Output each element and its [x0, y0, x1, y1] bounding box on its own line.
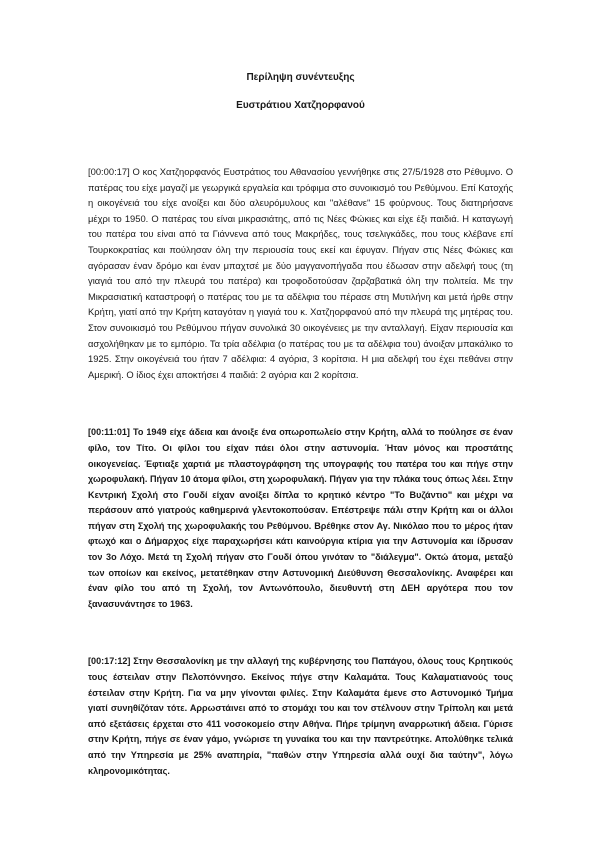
document-title: Περίληψη συνέντευξης: [246, 72, 355, 83]
paragraph-2: [00:11:01] Το 1949 είχε άδεια και άνοιξε ένα οπωροπωλείο στην Κρήτη, αλλά το πούλησε σε έναν φίλο, τον Τίτο. Οι φίλοι του είχαν πάει όλοι στην αστυνομία. Ήταν μόνος και προστάτης οικογενείας. Έφτιαξε χαρτιά με πλαστογράφηση της υπογραφής του πατέρα του και πήγε στην χωροφυλακή. Πήγαν 10 άτομα φίλοι, στη χωροφυλακή. Πήγαν για την πλάκα τους όπως λέει. Στην Κεντρική Σχολή στο Γουδί είχαν ανοίξει δίπλα το κρητικό κέντρο "Το Βυζάντιο" και μέχρι να περάσουν από γιατρούς καθημερινά γλεντοκοπούσαν. Επέστρεψε πάλι στην Κρήτη και οι άλλοι πήγαν στη Σχολή της χωροφυλακής του Ρεθύμνου. Βρέθηκε στον Αγ. Νικόλαο που το μέρος ήταν φτωχό και ο Δήμαρχος είχε παραχωρήσει κάτι καινούργια κτίρια για την Αστυνομία και ίδρυσαν τον 3ο Λόχο. Μετά τη Σχολή πήγαν στο Γουδί όπου γινόταν το "διάλεγμα". Οκτώ άτομα, μεταξύ των οποίων και εκείνος, μετατέθηκαν στην Αστυνομική Διεύθυνση Θεσσαλονίκης. Αναφέρει και έναν φίλο του από τη Σχολή, τον Αντωνόπουλο, διευθυντή στη ΔΕΗ αργότερα που τον ξανασυνάντησε το 1963.: [88, 427, 513, 609]
document-subtitle: Ευστράτιου Χατζηορφανού: [236, 100, 365, 111]
paragraph-1: [00:00:17] Ο κος Χατζηορφανός Ευστράτιος του Αθανασίου γεννήθηκε στις 27/5/1928 στο Ρέθυμνο. Ο πατέρας του είχε μαγαζί με γεωργικά εργαλεία και τρόφιμα στο συνοικισμό του Ρεθύμνου. Επί Κατοχής η οικογένειά του είχε ανοίξει και δύο αλευρόμυλους και "αλέθανε" 15 φούρνους. Τους διατηρήσανε μέχρι το 1950. Ο πατέρας του είναι μικρασιάτης, από τις Νέες Φώκιες και είχε έξι παιδιά. Η καταγωγή του πατέρα του είναι από τα Γιάννενα από τους Μακρήδες, τους τσελιγκάδες, που τους κλέβανε επί Τουρκοκρατίας και πούλησαν όλη την περιουσία τους εκεί και έφυγαν. Πήγαν στις Νέες Φώκιες και αγόρασαν έναν δρόμο και έναν μπαχτσέ με δύο μαγγανοπήγαδα που έδωσαν στην αδελφή τους (τη γιαγιά του από την πλευρά του πατέρα) και τροφοδοτούσαν ζαρζαβατικά όλη την πολιτεία. Με την Μικρασιατική καταστροφή ο πατέρας του με τα αδέλφια του πέρασε στη Μυτιλήνη και μετά ήρθε στην Κρήτη, γιατί από την Κρήτη καταγόταν η γιαγιά του κ. Χατζηορφανού από την πλευρά της μητέρας του. Στον συνοικισμό του Ρεθύμνου πήγαν συνολικά 30 οικογένειες με την ανταλλαγή. Είχαν περιουσία και ασχολήθηκαν με το εμπόριο. Τα τρία αδέλφια (ο πατέρας του με τα αδέλφια του) άνοιξαν μπακάλικο το 1925. Στην οικογένειά του ήταν 7 αδέλφια: 4 αγόρια, 3 κορίτσια. Η μια αδελφή του έχει πεθάνει στην Αμερική. Ο ίδιος έχει αποκτήσει 4 παιδιά: 2 αγόρια και 2 κορίτσια.: [88, 166, 513, 380]
paragraph-3: [00:17:12] Στην Θεσσαλονίκη με την αλλαγή της κυβέρνησης του Παπάγου, όλους τους Κρητικούς τους έστειλαν στην Πελοπόννησο. Εκείνος πήγε στην Καλαμάτα. Τους Καλαματιανούς τους έστειλαν στην Κρήτη. Για να μην γίνονται φιλίες. Στην Καλαμάτα έμενε στο Αστυνομικό Τμήμα γιατί συνηθίζόταν τότε. Αρρωστάινει από το στομάχι του και τον στέλνουν στην Τρίπολη και μετά από εξετάσεις έρχεται στο 411 νοσοκομείο στην Αθήνα. Πήρε τρίμηνη αναρρωτική άδεια. Γύρισε στην Κρήτη, πήγε σε έναν γάμο, γνώρισε τη γυναίκα του και την παντρεύτηκε. Απολύθηκε τελικά από την Υπηρεσία με 25% αναπηρία, "παθών στην Υπηρεσία αλλά ουχί δια ταύτην", λόγω κληρονομικότητας.: [88, 656, 513, 776]
